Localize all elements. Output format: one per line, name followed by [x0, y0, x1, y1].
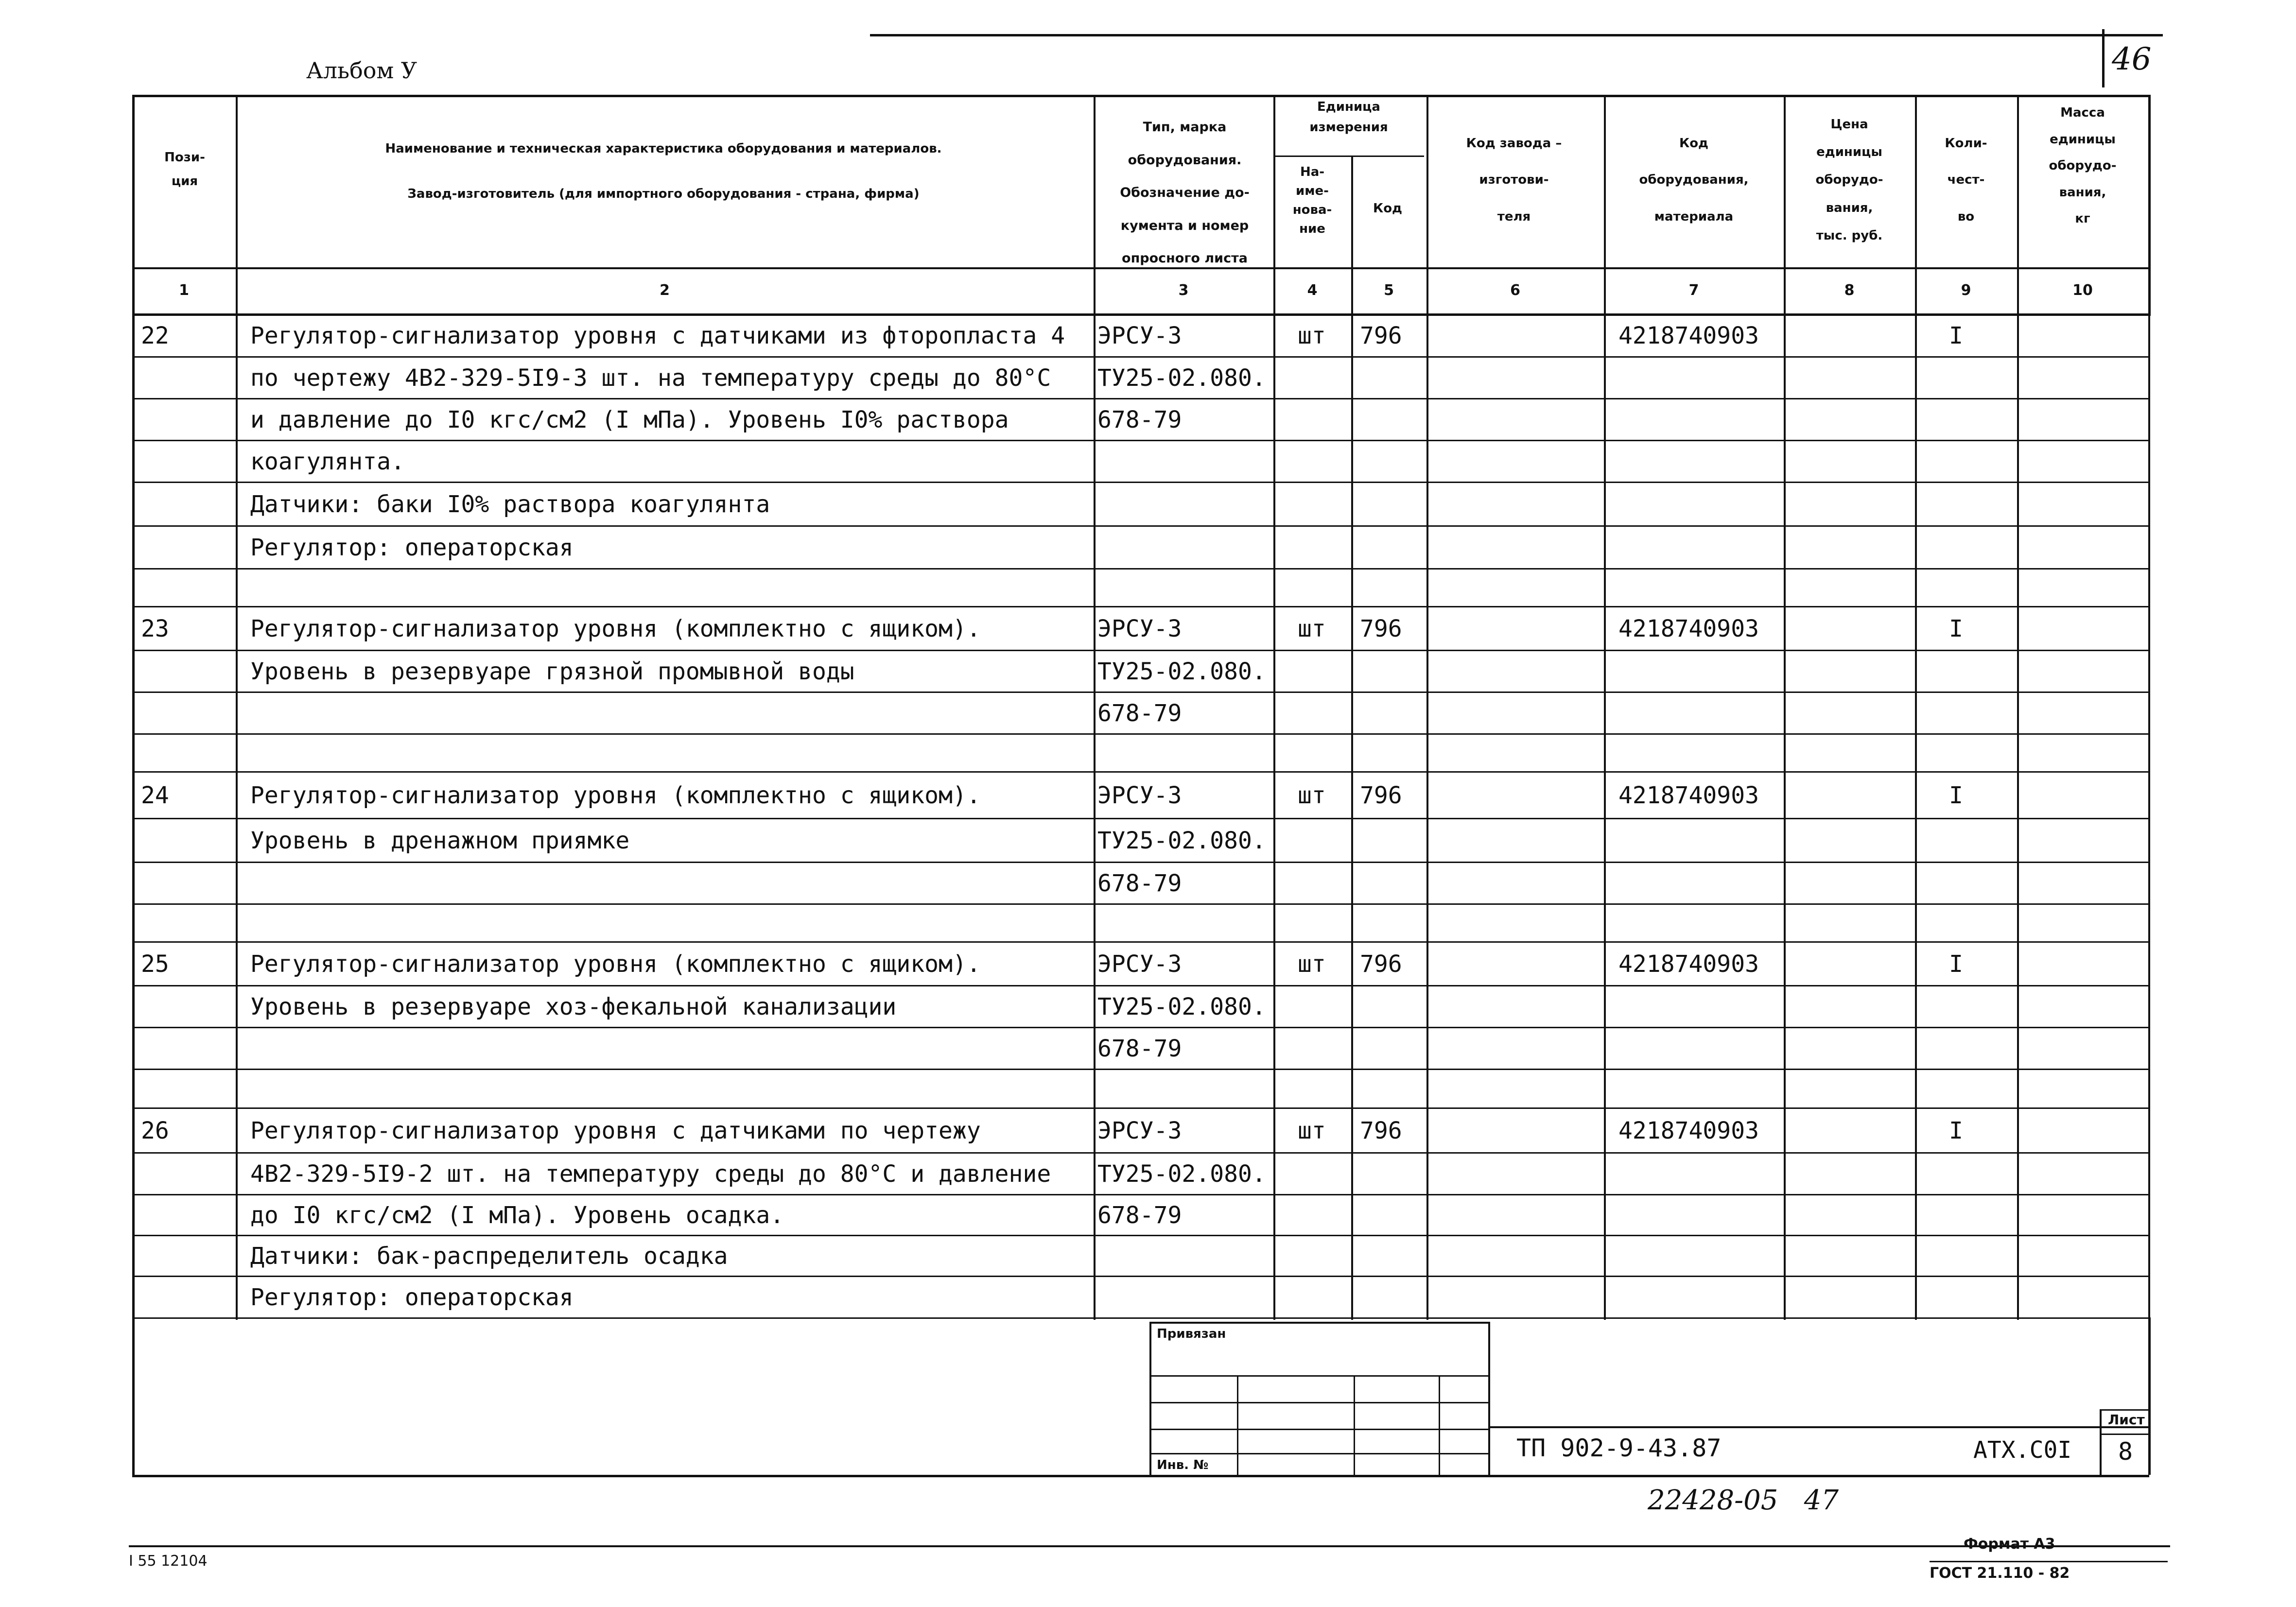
row-type: ЭРСУ-3: [1097, 1117, 1182, 1144]
row-unit: шт: [1298, 615, 1326, 642]
row-border: [132, 568, 2149, 570]
number-row-bottom-border: [132, 313, 2149, 316]
row-name: Регулятор-сигнализатор уровня с датчиками по чертежу: [250, 1117, 981, 1144]
row-unit: шт: [1298, 322, 1326, 349]
row-type: ЭРСУ-3: [1097, 615, 1182, 642]
column-number-9: 9: [1961, 282, 1971, 299]
row-border: [132, 1276, 2149, 1277]
row-name: Регулятор-сигнализатор уровня с датчиками из фторопласта 4: [250, 322, 1065, 349]
column-border: [1604, 95, 1606, 1320]
row-border: [132, 650, 2149, 651]
row-quantity: I: [1949, 1117, 1963, 1144]
stamp-sheet-label: Лист: [2108, 1412, 2145, 1428]
corner-vertical-rule: [2102, 29, 2105, 87]
format-label: Формат А3: [1964, 1536, 2055, 1553]
row-border: [132, 606, 2149, 607]
row-name: по чертежу 4В2-329-5I9-3 шт. на температуру среды до 80°С: [250, 364, 1051, 392]
row-unit-code: 796: [1360, 782, 1402, 809]
row-type: ТУ25-02.080.: [1097, 658, 1266, 685]
row-unit-code: 796: [1360, 615, 1402, 642]
row-type: ЭРСУ-3: [1097, 322, 1182, 349]
gost-label: ГОСТ 21.110 - 82: [1930, 1565, 2070, 1582]
row-type: ЭРСУ-3: [1097, 782, 1182, 809]
row-name: Датчики: баки I0% раствора коагулянта: [250, 491, 770, 518]
row-name: до I0 кгс/см2 (I мПа). Уровень осадка.: [250, 1202, 784, 1229]
row-type: ТУ25-02.080.: [1097, 993, 1266, 1020]
column-number-8: 8: [1844, 282, 1855, 299]
frame-left: [132, 1317, 135, 1475]
stamp-line: [2100, 1409, 2148, 1411]
handwritten-number: 22428-05 47: [1648, 1485, 1839, 1516]
column-border: [1094, 95, 1096, 1320]
column-border: [1915, 95, 1917, 1320]
stamp-inv-label: Инв. №: [1157, 1458, 1209, 1472]
row-name: Уровень в резервуаре хоз-фекальной канализации: [250, 993, 897, 1020]
bottom-rule: [129, 1545, 2170, 1547]
column-number-6: 6: [1510, 282, 1520, 299]
stamp-line: [2100, 1409, 2102, 1475]
header-bottom-border: [132, 267, 2149, 269]
row-border: [132, 1027, 2149, 1028]
row-name: Регулятор-сигнализатор уровня (комплектно с ящиком).: [250, 615, 981, 642]
stamp-section: АТХ.С0I: [1973, 1436, 2072, 1464]
column-border: [2017, 95, 2019, 1320]
row-type: 678-79: [1097, 406, 1182, 433]
row-type: 678-79: [1097, 700, 1182, 727]
row-name: и давление до I0 кгс/см2 (I мПа). Уровень I0% раствора: [250, 406, 1009, 433]
header-quantity: Коли- чест- во: [1945, 136, 1987, 224]
row-border: [132, 1069, 2149, 1070]
row-border: [132, 1194, 2149, 1195]
row-quantity: I: [1949, 615, 1963, 642]
stamp-line: [1439, 1375, 1440, 1475]
column-number-7: 7: [1688, 282, 1699, 299]
row-equipment-code: 4218740903: [1618, 1117, 1759, 1144]
header-position: Пози- ция: [164, 150, 205, 189]
row-equipment-code: 4218740903: [1618, 782, 1759, 809]
row-name: Регулятор: операторская: [250, 1284, 574, 1311]
stamp-line: [2100, 1434, 2148, 1435]
row-unit: шт: [1298, 950, 1326, 978]
column-border: [1273, 95, 1275, 1320]
row-name: Уровень в дренажном приямке: [250, 827, 630, 854]
stamp-line: [1488, 1322, 1490, 1475]
stamp-doc-code: ТП 902-9-43.87: [1516, 1434, 1722, 1462]
stamp-line: [1149, 1322, 1151, 1475]
bottom-left-code: I 55 12104: [129, 1553, 208, 1570]
header-unit-code: Код: [1373, 201, 1403, 216]
row-type: 678-79: [1097, 1035, 1182, 1062]
row-border: [132, 985, 2149, 986]
header-unit-group: Единица измерения: [1309, 100, 1388, 135]
row-name: Регулятор: операторская: [250, 534, 574, 561]
row-type: ТУ25-02.080.: [1097, 827, 1266, 854]
row-name: Регулятор-сигнализатор уровня (комплектно с ящиком).: [250, 782, 981, 809]
bottom-rule-right: [1930, 1561, 2168, 1562]
row-name: коагулянта.: [250, 448, 405, 475]
stamp-bound-label: Привязан: [1157, 1327, 1226, 1341]
column-number-4: 4: [1307, 282, 1318, 299]
row-border: [132, 482, 2149, 483]
row-border: [132, 691, 2149, 693]
row-border: [132, 1235, 2149, 1236]
row-border: [132, 1107, 2149, 1109]
header-equipment-code: Код оборудования, материала: [1639, 136, 1749, 224]
row-type: ТУ25-02.080.: [1097, 1160, 1266, 1188]
row-quantity: I: [1949, 782, 1963, 809]
column-border: [2148, 313, 2150, 1320]
row-border: [132, 941, 2149, 943]
header-name-line2: Завод-изготовитель (для импортного оборудования - страна, фирма): [407, 187, 920, 201]
header-unit-price: Цена единицы оборудо- вания, тыс. руб.: [1815, 117, 1883, 243]
column-number-5: 5: [1384, 282, 1394, 299]
stamp-line: [1149, 1322, 1490, 1324]
row-position: 25: [141, 950, 169, 978]
row-quantity: I: [1949, 950, 1963, 978]
row-type: 678-79: [1097, 1202, 1182, 1229]
row-border: [132, 862, 2149, 863]
column-border: [2148, 95, 2151, 316]
table-top-border: [132, 95, 2149, 97]
row-position: 23: [141, 615, 169, 642]
stamp-line: [1488, 1426, 2149, 1428]
row-type: ТУ25-02.080.: [1097, 364, 1266, 392]
frame-bottom: [132, 1475, 2149, 1477]
row-border: [132, 356, 2149, 358]
row-name: Датчики: бак-распределитель осадка: [250, 1243, 728, 1270]
column-border: [1426, 95, 1428, 1320]
row-type: ЭРСУ-3: [1097, 950, 1182, 978]
row-position: 22: [141, 322, 169, 349]
row-border: [132, 1317, 2149, 1319]
header-unit-name: На- име- нова- ние: [1292, 165, 1332, 236]
row-name: Регулятор-сигнализатор уровня (комплектно с ящиком).: [250, 950, 981, 978]
row-equipment-code: 4218740903: [1618, 615, 1759, 642]
row-quantity: I: [1949, 322, 1963, 349]
row-border: [132, 733, 2149, 735]
stamp-line: [1354, 1375, 1355, 1475]
row-border: [132, 818, 2149, 819]
column-border: [1784, 95, 1786, 1320]
column-border: [236, 95, 238, 1320]
row-unit-code: 796: [1360, 322, 1402, 349]
row-unit-code: 796: [1360, 1117, 1402, 1144]
row-unit-code: 796: [1360, 950, 1402, 978]
column-number-10: 10: [2072, 282, 2093, 299]
album-title: Альбом У: [306, 57, 417, 84]
stamp-sheet-number: 8: [2118, 1437, 2133, 1466]
column-number-1: 1: [179, 282, 189, 299]
row-border: [132, 525, 2149, 527]
header-mass: Масса единицы оборудо- вания, кг: [2049, 105, 2117, 226]
row-unit: шт: [1298, 1117, 1326, 1144]
frame-right: [2148, 1317, 2151, 1475]
column-border: [132, 95, 135, 1320]
unit-subheader-line: [1273, 156, 1424, 157]
row-name: Уровень в резервуаре грязной промывной воды: [250, 658, 854, 685]
column-border: [1351, 156, 1353, 1320]
row-equipment-code: 4218740903: [1618, 322, 1759, 349]
header-name-line1: Наименование и техническая характеристика оборудования и материалов.: [385, 141, 942, 156]
column-number-3: 3: [1178, 282, 1189, 299]
header-type: Тип, марка оборудования. Обозначение до- кумента и номер опросного листа: [1120, 120, 1250, 266]
row-unit: шт: [1298, 782, 1326, 809]
sheet-corner-number: 46: [2112, 41, 2152, 77]
stamp-line: [1237, 1375, 1238, 1475]
row-border: [132, 398, 2149, 399]
row-border: [132, 440, 2149, 441]
column-number-2: 2: [660, 282, 670, 299]
top-rule: [870, 34, 2163, 36]
row-position: 24: [141, 782, 169, 809]
row-name: 4В2-329-5I9-2 шт. на температуру среды до 80°С и давление: [250, 1160, 1051, 1188]
row-border: [132, 903, 2149, 905]
header-plant-code: Код завода – изготови- теля: [1466, 136, 1562, 224]
row-type: 678-79: [1097, 870, 1182, 897]
row-border: [132, 771, 2149, 773]
row-position: 26: [141, 1117, 169, 1144]
row-border: [132, 1152, 2149, 1154]
row-equipment-code: 4218740903: [1618, 950, 1759, 978]
